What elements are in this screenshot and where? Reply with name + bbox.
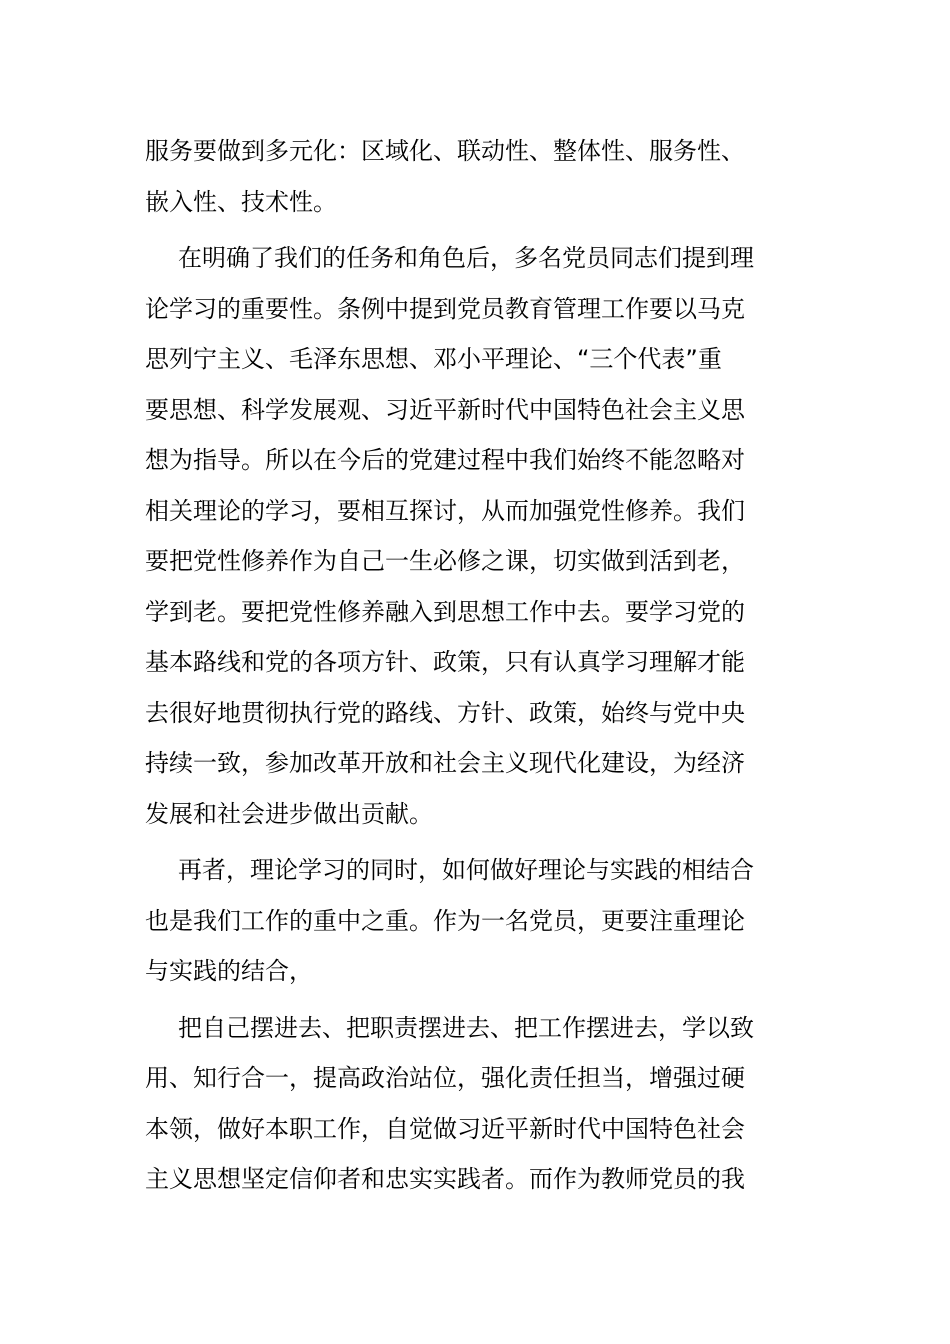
paragraph-4 [145, 1003, 805, 1205]
text-line: 持续一致，参加改革开放和社会主义现代化建设，为经济 [145, 749, 745, 777]
text-line: 再者，理论学习的同时，如何做好理论与实践的相结合 [178, 856, 754, 884]
text-line: 把自己摆进去、把职责摆进去、把工作摆进去，学以致 [178, 1013, 754, 1042]
text-line: 主义思想坚定信仰者和忠实实践者。而作为教师党员的我 [145, 1165, 745, 1193]
text-line: 也是我们工作的重中之重。作为一名党员，更要注重理论 [145, 906, 745, 935]
text-line: 用、知行合一，提高政治站位，强化责任担当，增强过硬 [145, 1064, 745, 1092]
paragraph-1 [145, 126, 805, 227]
text-line: 去很好地贯彻执行党的路线、方针、政策，始终与党中央 [145, 698, 745, 727]
text-line: 学到老。要把党性修养融入到思想工作中去。要学习党的 [145, 597, 745, 626]
text-line: 嵌入性、技术性。 [145, 187, 337, 216]
document-body [145, 126, 805, 1211]
text-line: 思列宁主义、毛泽东思想、邓小平理论、“三个代表”重 [145, 345, 722, 373]
text-line: 论学习的重要性。条例中提到党员教育管理工作要以马克 [145, 294, 745, 323]
text-line: 基本路线和党的各项方针、政策，只有认真学习理解才能 [145, 648, 745, 676]
text-line: 想为指导。所以在今后的党建过程中我们始终不能忽略对 [145, 446, 745, 474]
text-line: 在明确了我们的任务和角色后，多名党员同志们提到理 [178, 244, 754, 272]
text-line: 发展和社会进步做出贡献。 [145, 799, 433, 828]
text-line: 本领，做好本职工作，自觉做习近平新时代中国特色社会 [145, 1114, 745, 1143]
text-line: 要思想、科学发展观、习近平新时代中国特色社会主义思 [145, 395, 745, 424]
text-line: 服务要做到多元化：区域化、联动性、整体性、服务性、 [145, 137, 745, 165]
text-line: 与实践的结合， [145, 957, 313, 985]
paragraph-2 [145, 233, 805, 839]
paragraph-3 [145, 845, 805, 997]
text-line: 相关理论的学习，要相互探讨，从而加强党性修养。我们 [145, 496, 745, 525]
text-line: 要把党性修养作为自己一生必修之课，切实做到活到老， [145, 547, 745, 575]
